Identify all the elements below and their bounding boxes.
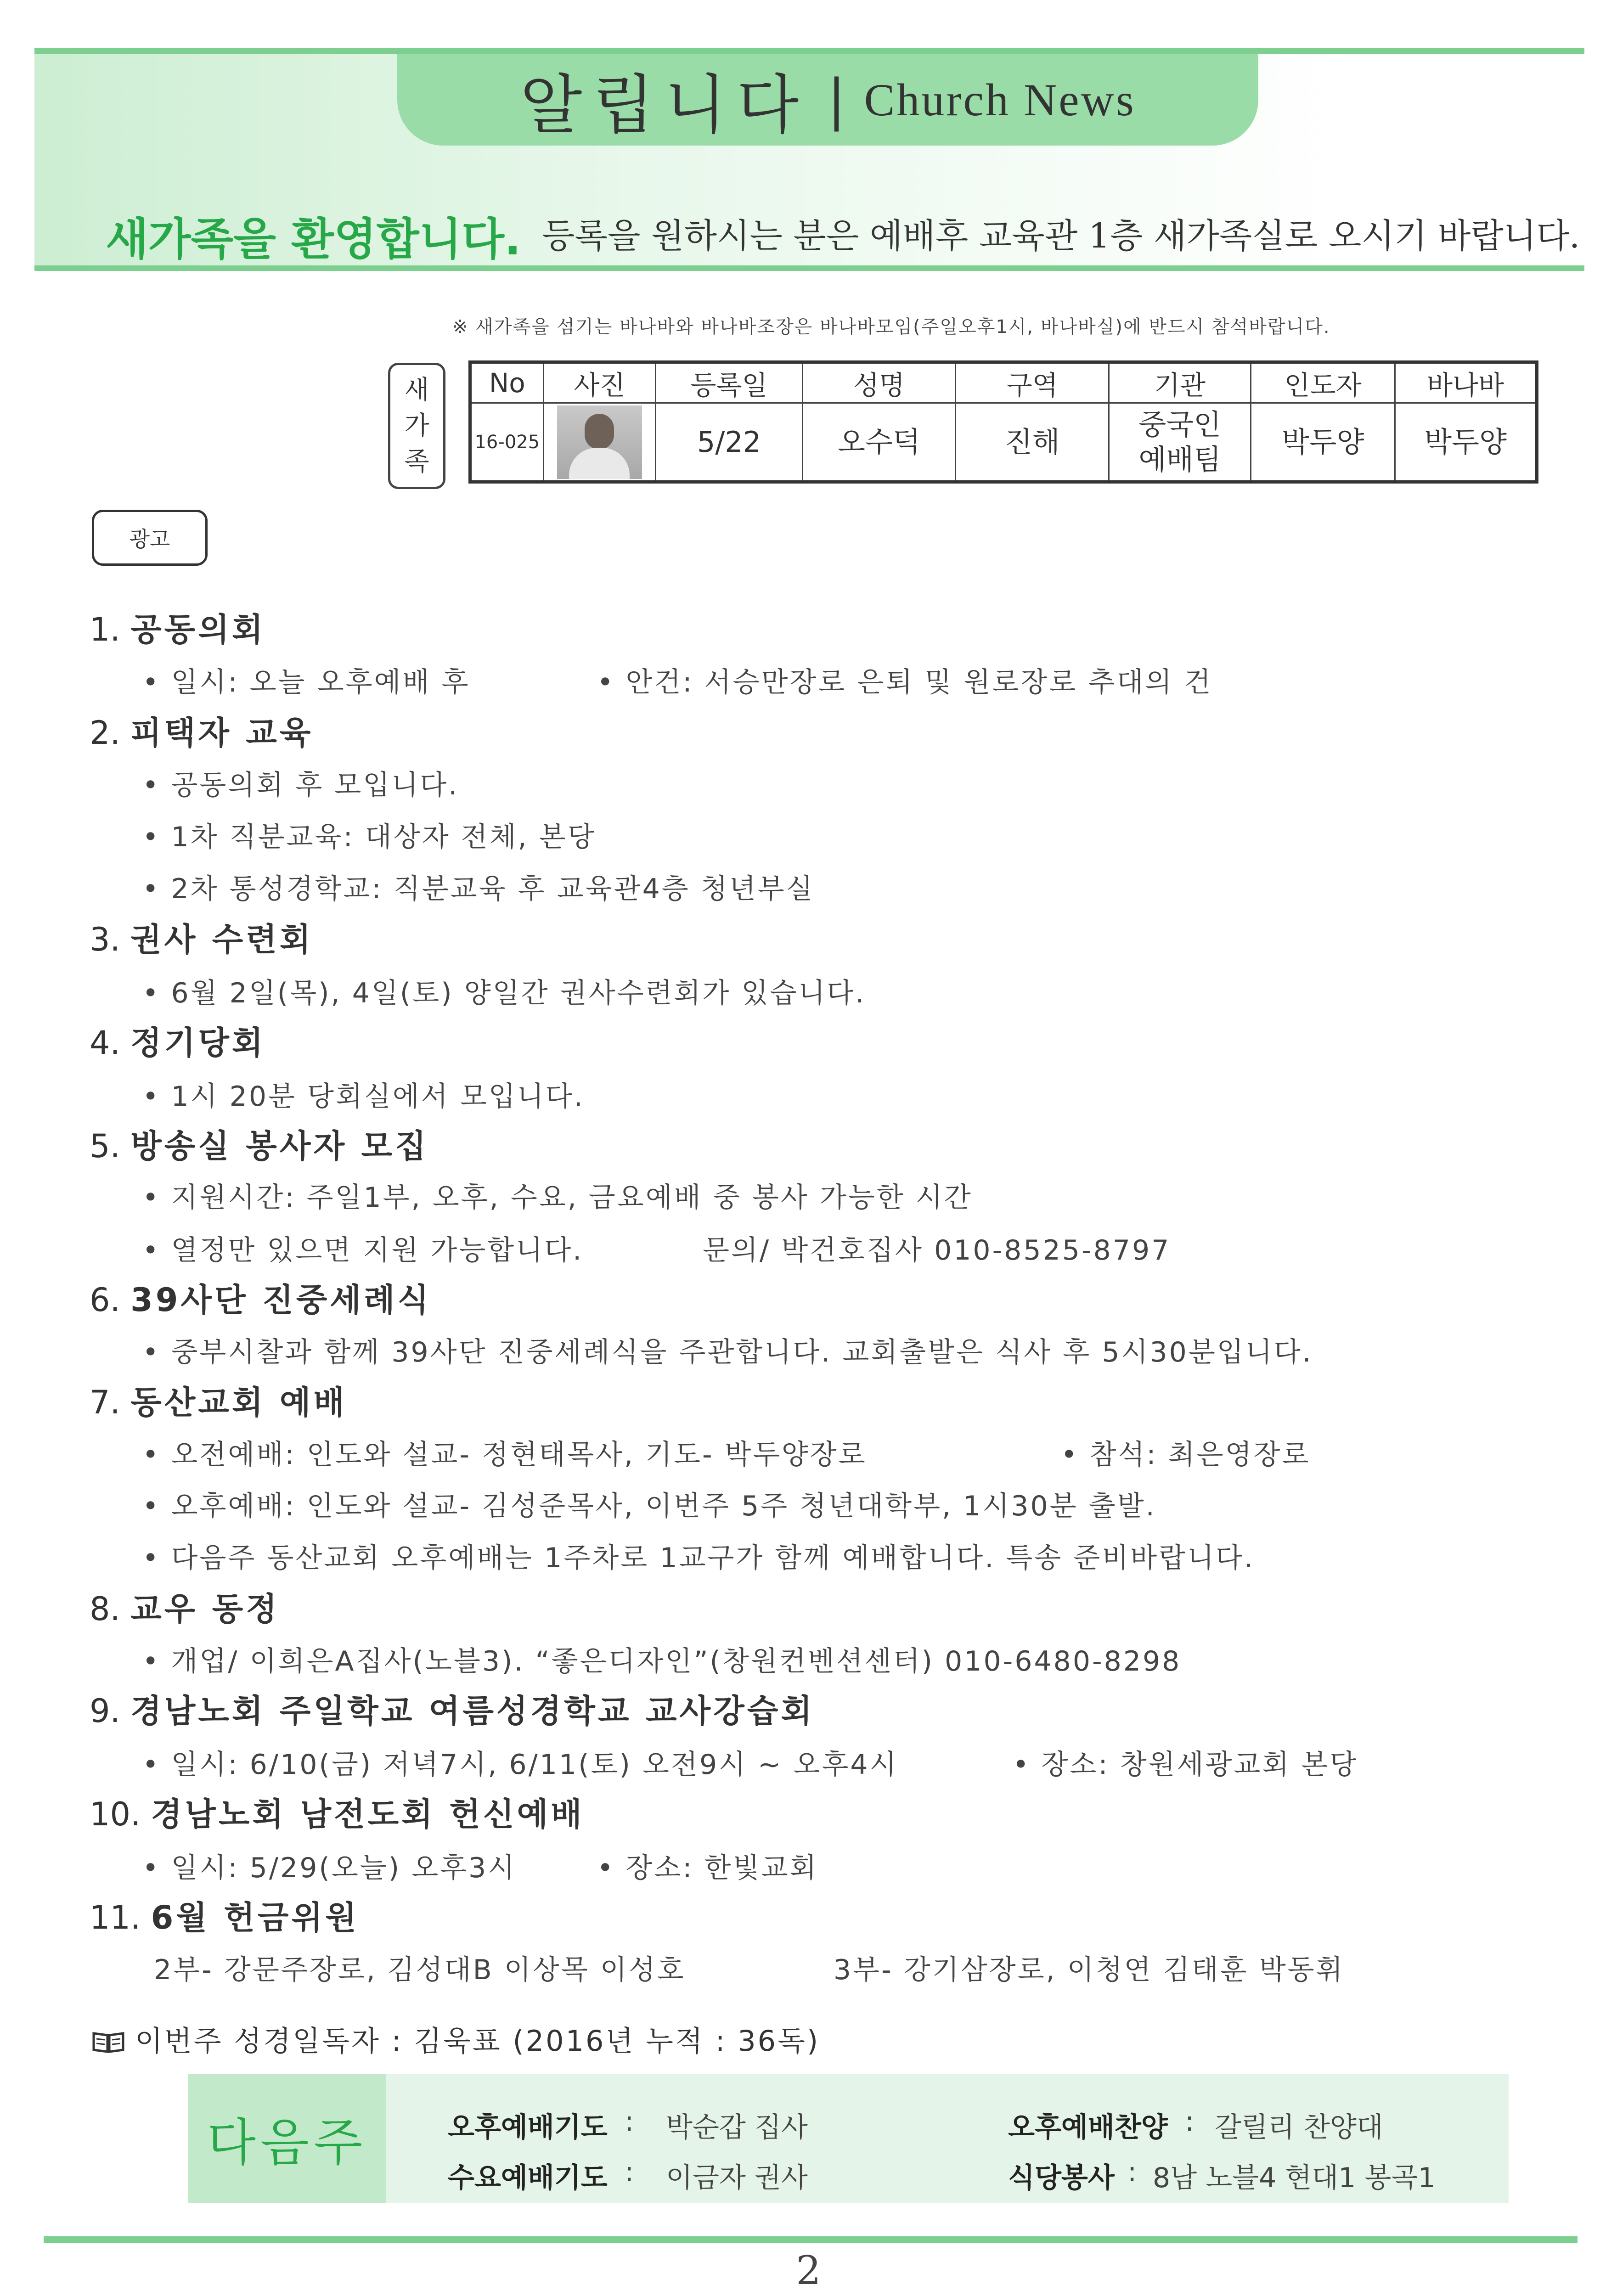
member-photo-head (585, 414, 614, 450)
ad-item-line: • 오후예배: 인도와 설교- 김성준목사, 이번주 5주 청년대학부, 1시30분 출발. (142, 1490, 1156, 1522)
bible-reader (92, 2018, 820, 2059)
ad-item-number: 8. (90, 1590, 120, 1628)
barnabas-note: ※ 새가족을 섬기는 바나바와 바나바조장은 바나바모임(주일오후1시, 바나바실)에 반드시 참석바랍니다. (452, 316, 1330, 338)
ad-item-heading: 동산교회 예배 (130, 1384, 348, 1421)
ad-item-line: • 6월 2일(목), 4일(토) 양일간 권사수련회가 있습니다. (142, 977, 866, 1009)
member-photo-body (569, 448, 630, 479)
welcome-description: 등록을 원하시는 분은 예배후 교육관 1층 새가족실로 오시기 바랍니다. (542, 216, 1580, 256)
ad-item-line: 문의/ 박건호집사 010-8525-8797 (703, 1234, 1171, 1266)
next-week-tag (188, 2074, 386, 2203)
ad-item-number: 6. (90, 1281, 120, 1319)
new-family-table (468, 360, 1538, 484)
ad-item-line: • 참석: 최은영장로 (1061, 1439, 1311, 1471)
ad-item-number: 4. (90, 1024, 120, 1062)
cell-guide: 박두양 (1251, 403, 1395, 482)
new-family-tag-label: 새가족 (404, 375, 429, 477)
ad-item-heading: 경남노회 주일학교 여름성경학교 교사강습회 (130, 1692, 815, 1730)
column-header: 바나바 (1395, 362, 1537, 403)
ad-item-line: 3부- 강기삼장로, 이청연 김태훈 박동휘 (834, 1954, 1345, 1986)
ad-item-line: • 1차 직분교육: 대상자 전체, 본당 (142, 821, 596, 853)
cell-org-line1: 중국인 (1138, 407, 1222, 441)
page-title-korean: 알립니다 (520, 68, 809, 143)
cell-org-line2: 예배팀 (1138, 442, 1222, 476)
column-header: 사진 (543, 362, 656, 403)
ad-item-title (90, 1377, 347, 1423)
ad-item-heading: 방송실 봉사자 모집 (130, 1127, 429, 1165)
page-title-english: Church News (864, 74, 1136, 125)
member-photo (557, 405, 642, 479)
cell-name: 오수덕 (802, 403, 956, 482)
column-header: 등록일 (656, 362, 802, 403)
footer-rule (44, 2236, 1578, 2243)
next-week-label: 오후예배찬양 (1008, 2111, 1168, 2144)
next-week-label: 식당봉사 (1008, 2162, 1115, 2194)
column-header: 인도자 (1251, 362, 1395, 403)
ad-item-number: 3. (90, 921, 120, 958)
ad-item-title (90, 604, 266, 650)
ad-item-line: • 지원시간: 주일1부, 오후, 수요, 금요예배 중 봉사 가능한 시간 (142, 1182, 973, 1214)
ad-item-line: • 중부시찰과 함께 39사단 진중세례식을 주관합니다. 교회출발은 식사 후 5시30분입니다. (142, 1336, 1313, 1368)
cell-no: 16-025 (470, 403, 544, 482)
next-week-separator: : (1185, 2105, 1194, 2138)
ad-item-title (90, 707, 314, 754)
ad-item-line: • 열정만 있으면 지원 가능합니다. (142, 1234, 584, 1266)
ad-item-title (90, 1583, 280, 1630)
ad-item-heading: 피택자 교육 (130, 714, 314, 752)
ad-item-heading: 정기당회 (130, 1024, 266, 1062)
next-week-separator: : (625, 2105, 634, 2138)
page-title (397, 54, 1258, 146)
ad-item-line: • 안건: 서승만장로 은퇴 및 원로장로 추대의 건 (597, 666, 1213, 698)
next-week-separator: : (1127, 2156, 1137, 2188)
cell-photo (543, 403, 656, 482)
page-number: 2 (796, 2248, 821, 2294)
open-book-icon (92, 2031, 125, 2054)
table-row (470, 403, 1537, 482)
header-bottom-rule (34, 265, 1584, 271)
cell-district: 진해 (956, 403, 1109, 482)
ad-item-title (90, 1120, 429, 1167)
ad-item-number: 5. (90, 1127, 120, 1165)
ad-item-number: 2. (90, 714, 120, 752)
column-header: 기관 (1109, 362, 1251, 403)
ad-item-heading: 공동의회 (130, 611, 266, 648)
welcome-heading: 새가족을 환영합니다. (106, 214, 521, 265)
ad-item-number: 9. (90, 1692, 120, 1730)
next-week-separator: : (625, 2156, 634, 2188)
column-header: 구역 (956, 362, 1109, 403)
cell-date: 5/22 (656, 403, 802, 482)
next-week-value: 갈릴리 찬양대 (1215, 2111, 1383, 2144)
ad-item-number: 1. (90, 611, 120, 648)
ad-item-line: • 일시: 5/29(오늘) 오후3시 (142, 1852, 517, 1884)
next-week-value: 이금자 권사 (666, 2162, 808, 2194)
next-week-label: 수요예배기도 (448, 2162, 608, 2194)
ad-item-heading: 경남노회 남전도회 헌신예배 (151, 1795, 585, 1833)
column-header: No (470, 362, 544, 403)
ad-item-heading: 39사단 진중세례식 (130, 1281, 432, 1319)
cell-barnabas: 박두양 (1395, 403, 1537, 482)
ad-item-number: 7. (90, 1384, 120, 1421)
ad-item-title (90, 1892, 359, 1938)
next-week-value: 8남 노블4 현대1 봉곡1 (1153, 2162, 1436, 2194)
ad-item-line: • 2차 통성경학교: 직분교육 후 교육관4층 청년부실 (142, 873, 815, 905)
ad-item-line: 2부- 강문주장로, 김성대B 이상목 이성호 (154, 1954, 686, 1986)
header-top-rule (34, 48, 1584, 54)
ad-item-number: 10. (90, 1795, 141, 1833)
ad-item-line: • 1시 20분 당회실에서 모입니다. (142, 1080, 585, 1113)
ad-item-line: • 일시: 오늘 오후예배 후 (142, 666, 470, 698)
cell-org (1109, 403, 1251, 482)
ad-item-line: • 장소: 한빛교회 (597, 1852, 818, 1884)
ad-item-title (90, 1274, 431, 1321)
new-family-tag (388, 363, 445, 489)
next-week-label: 오후예배기도 (448, 2111, 608, 2144)
ad-item-number: 11. (90, 1899, 141, 1936)
column-header: 성명 (802, 362, 956, 403)
ad-item-title (90, 1017, 266, 1064)
ad-item-heading: 권사 수련회 (130, 921, 314, 958)
ad-item-line: • 개업/ 이희은A집사(노블3). “좋은디자인”(창원컨벤션센터) 010-6480-8298 (142, 1645, 1182, 1677)
ad-item-title (90, 1789, 585, 1835)
ad-item-heading: 교우 동정 (130, 1590, 280, 1628)
next-week-tag-label: 다음주 (207, 2113, 367, 2172)
ad-item-line: • 장소: 창원세광교회 본당 (1013, 1749, 1358, 1781)
ad-item-heading: 6월 헌금위원 (151, 1899, 359, 1936)
ad-item-line: • 일시: 6/10(금) 저녁7시, 6/11(토) 오전9시 ~ 오후4시 (142, 1749, 898, 1781)
ad-item-line: • 다음주 동산교회 오후예배는 1주차로 1교구가 함께 예배합니다. 특송 준비바랍니다. (142, 1542, 1255, 1574)
ads-tag: 광고 (92, 510, 208, 566)
next-week-value: 박순갑 집사 (666, 2111, 808, 2144)
bible-reader-text: 이번주 성경일독자 : 김욱표 (2016년 누적 : 36독) (135, 2024, 820, 2058)
ad-item-line: • 공동의회 후 모입니다. (142, 769, 459, 801)
page-title-separator: | (827, 68, 846, 132)
ad-item-line: • 오전예배: 인도와 설교- 정현태목사, 기도- 박두양장로 (142, 1439, 867, 1471)
ad-item-title (90, 914, 314, 960)
table-header-row (470, 362, 1537, 403)
ad-item-title (90, 1685, 815, 1732)
